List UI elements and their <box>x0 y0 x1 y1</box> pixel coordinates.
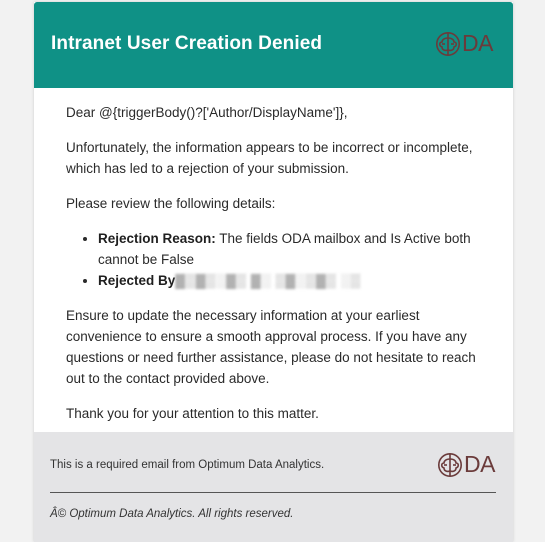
footer-divider <box>50 492 496 493</box>
detail-rejection-reason <box>98 228 486 270</box>
footer-notice: This is a required email from Optimum Data Analytics. <box>50 459 325 471</box>
closing-line: Thank you for your attention to this matter. <box>66 406 319 421</box>
email-card <box>34 2 513 542</box>
logo-text: DA <box>462 30 493 56</box>
review-prompt: Please review the following details: <box>66 196 276 211</box>
update-instructions: Ensure to update the necessary information at your earliest convenience to ensure a smooth approval process. If you have any questions or need further assistance, please do not hesitate to reach out to the contact provided above. <box>66 308 476 386</box>
redacted-value: ▓▒▓▒░▓▒ ▓░ ▒▓░▒▓▒ ░▒ <box>175 273 361 288</box>
rejection-message: Unfortunately, the information appears to be incorrect or incomplete, which has led to a rejection of your submission. <box>66 140 473 176</box>
detail-label: Rejection Reason: <box>98 231 216 246</box>
detail-label: Rejected By <box>98 273 176 288</box>
oda-logo <box>435 30 493 57</box>
greeting: Dear @{triggerBody()?['Author/DisplayName']}, <box>66 105 348 120</box>
email-title: Intranet User Creation Denied <box>51 33 323 54</box>
footer-oda-logo <box>437 451 495 478</box>
details-list <box>66 228 486 291</box>
detail-value: The fields ODA mailbox and Is Active both cannot be False <box>98 231 471 267</box>
brain-icon <box>437 452 463 478</box>
brain-icon <box>435 31 461 57</box>
email-header <box>34 2 513 88</box>
detail-rejected-by <box>98 270 486 291</box>
email-footer <box>34 432 513 542</box>
logo-text: DA <box>464 451 495 477</box>
email-body <box>66 102 486 438</box>
copyright-text: Â© Optimum Data Analytics. All rights reserved. <box>50 508 294 520</box>
